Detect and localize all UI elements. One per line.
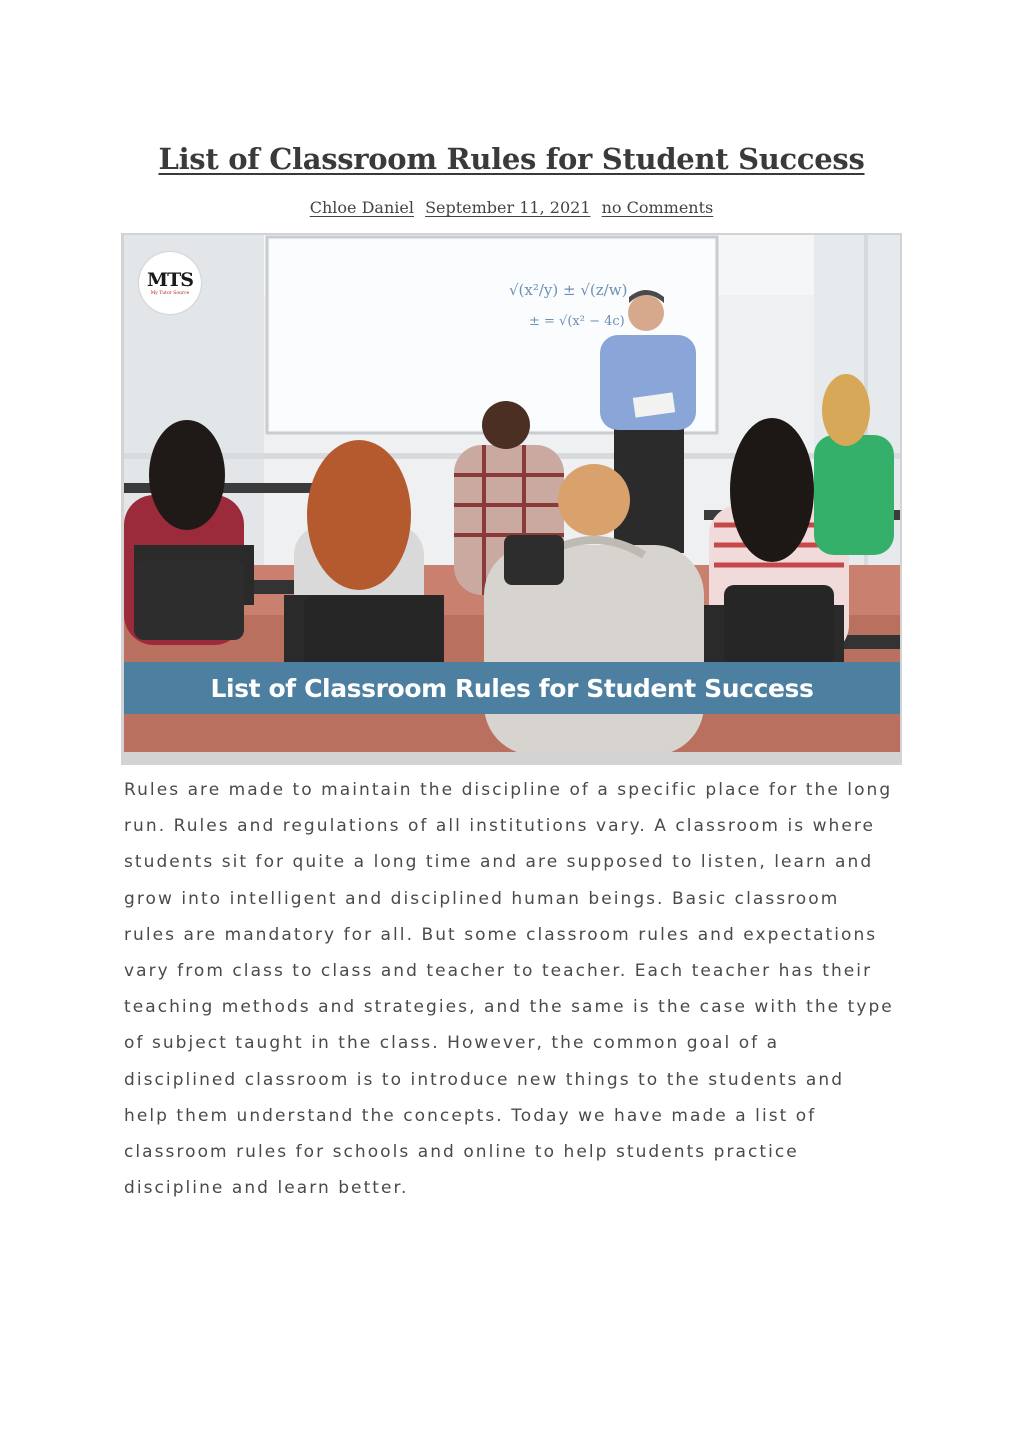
featured-image [124, 235, 900, 752]
logo-mark: MTS [147, 268, 193, 291]
board-formula-top: √(x²/y) ± √(z/w) [509, 281, 628, 299]
image-banner [124, 662, 900, 714]
featured-image-frame [121, 233, 902, 765]
author-link[interactable]: Chloe Daniel [309, 198, 414, 217]
page-title[interactable]: List of Classroom Rules for Student Success [158, 142, 865, 176]
logo-subtitle: My Tutor Source [150, 290, 190, 296]
comments-link[interactable]: no Comments [601, 198, 714, 217]
mts-logo [139, 252, 201, 314]
post-meta [0, 198, 1023, 217]
date-link[interactable]: September 11, 2021 [425, 198, 591, 217]
banner-title: List of Classroom Rules for Student Success [210, 673, 814, 703]
board-formula-bottom: ± = √(x² − 4c) [529, 314, 625, 329]
article-body: Rules are made to maintain the discipline of a specific place for the long run. Rules and regulations of all institutions vary. A classroom is where students sit for quite a long time and are supposed to listen, learn and grow into intelligent and disciplined human beings. Basic classroom rules are mandatory for all. But some classroom rules and expectations vary from class to class and teacher to teacher. Each teacher has their teaching methods and strategies, and the same is the case with the type of subject taught in the class. However, the common goal of a disciplined classroom is to introduce new things to the students and help them understand the concepts. Today we have made a list of classroom rules for schools and online to help students practice discipline and learn better. [124, 780, 894, 1199]
